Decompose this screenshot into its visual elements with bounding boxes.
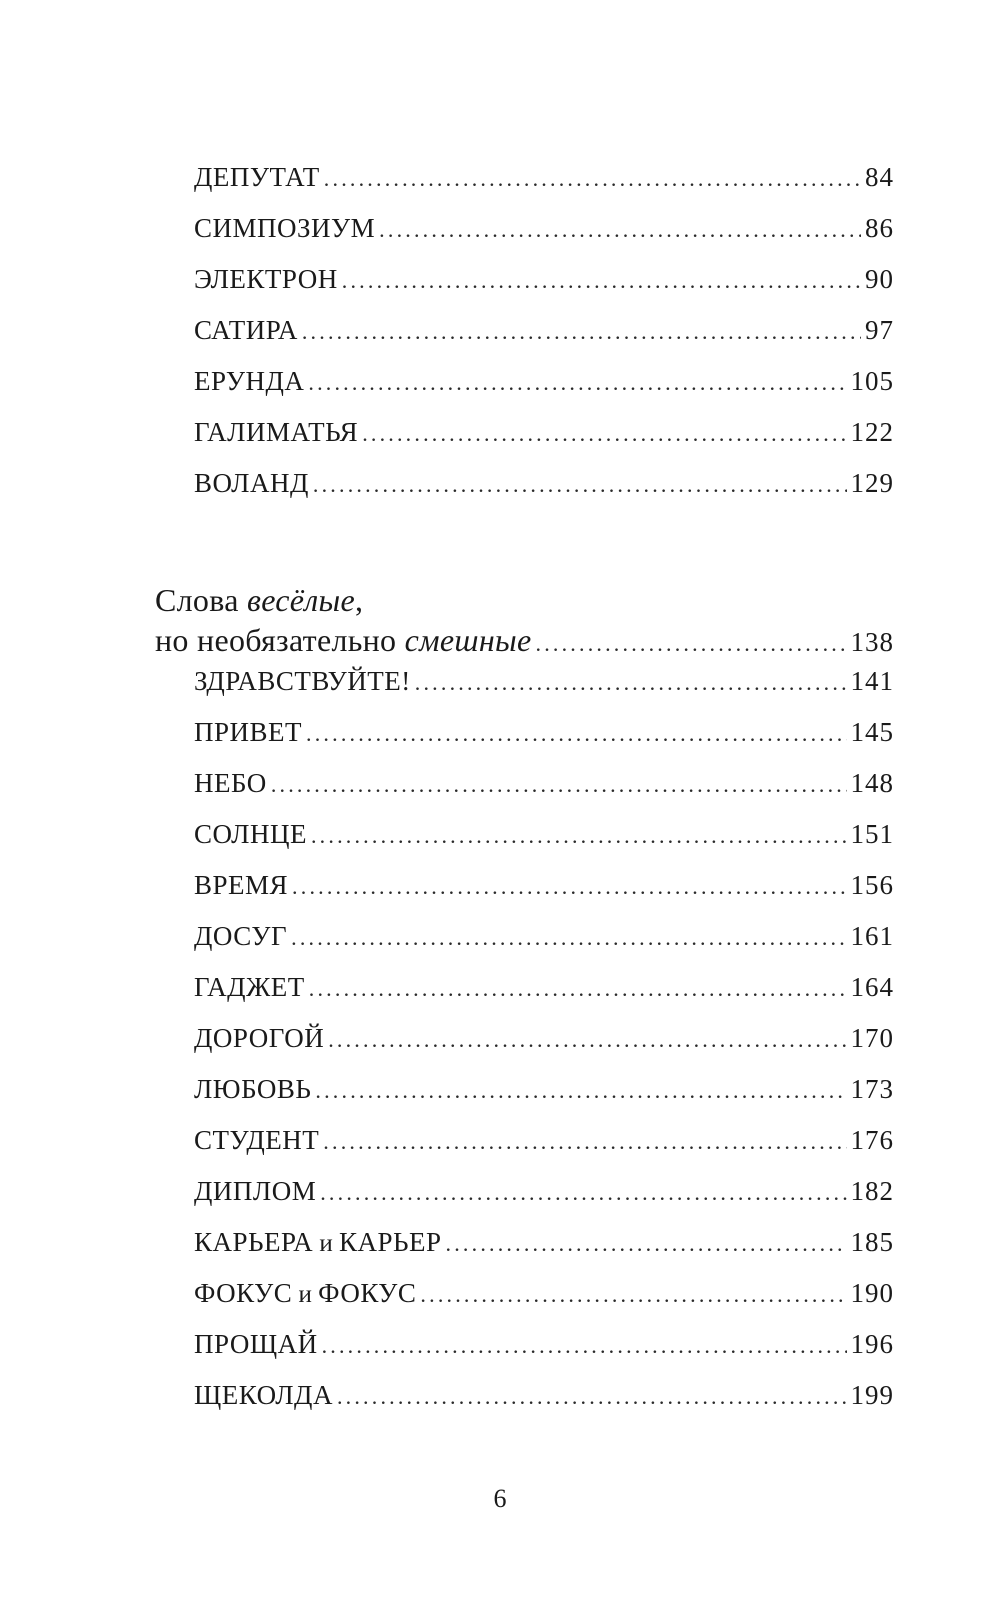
toc-entry-title: ВОЛАНД [194, 468, 309, 498]
toc-entry-page: 182 [850, 1176, 894, 1206]
dot-leader [536, 624, 847, 664]
toc-entry-title: СИМПОЗИУМ [194, 213, 376, 243]
dot-leader [415, 670, 847, 696]
toc-entry-page: 148 [850, 768, 894, 798]
toc-entry-page: 196 [850, 1329, 894, 1359]
dot-leader [313, 472, 847, 498]
toc-entry[interactable] [194, 921, 894, 955]
toc-entry[interactable] [194, 972, 894, 1006]
toc-entry-title: НЕБО [194, 768, 267, 798]
toc-entry-title-part: ФОКУС [318, 1278, 417, 1308]
toc-entry-page: 151 [850, 819, 894, 849]
toc-entry-page: 176 [850, 1125, 894, 1155]
toc-entry-page: 129 [850, 468, 894, 498]
page-number: 6 [493, 1484, 507, 1513]
toc-entry-page: 122 [850, 417, 894, 447]
toc-entry[interactable] [194, 213, 894, 247]
toc-entry-title: ЩЕКОЛДА [194, 1380, 333, 1410]
dot-leader [292, 874, 846, 900]
toc-entry[interactable] [194, 1278, 894, 1312]
toc-entry-page: 105 [850, 366, 894, 396]
toc-entry[interactable] [194, 1227, 894, 1261]
section-heading-italic: весёлые [247, 582, 356, 618]
toc-entry-title-part: КАРЬЕРА [194, 1227, 314, 1257]
dot-leader [323, 1129, 846, 1155]
toc-entry-title: ДОСУГ [194, 921, 288, 951]
toc-entry-title-part: ФОКУС [194, 1278, 293, 1308]
toc-entry[interactable] [194, 315, 894, 349]
toc-entry[interactable] [194, 870, 894, 904]
toc-entry-title: ГАДЖЕТ [194, 972, 305, 1002]
toc-entry-page: 161 [850, 921, 894, 951]
toc-entry[interactable] [194, 717, 894, 751]
dot-leader [320, 1180, 846, 1206]
dot-leader [311, 823, 847, 849]
toc-entry[interactable] [194, 666, 894, 700]
toc-entry-page: 190 [850, 1278, 894, 1308]
section-heading-text: но необязательно [155, 622, 405, 658]
toc-entry-title: СТУДЕНТ [194, 1125, 320, 1155]
toc-entry-title: ЭЛЕКТРОН [194, 264, 338, 294]
toc-entry-title [194, 1278, 416, 1309]
toc-entry-page: 156 [850, 870, 894, 900]
dot-leader [420, 1282, 846, 1308]
toc-entry-title: ДОРОГОЙ [194, 1023, 325, 1053]
toc-entry-title: ЕРУНДА [194, 366, 305, 396]
toc-entry-conjunction: и [292, 1281, 319, 1308]
dot-leader [322, 1333, 847, 1359]
toc-entry-title: ПРОЩАЙ [194, 1329, 318, 1359]
toc-entry-conjunction: и [313, 1230, 339, 1257]
dot-leader [446, 1231, 847, 1257]
toc-entry-page: 173 [850, 1074, 894, 1104]
section-heading-punct: , [355, 582, 364, 618]
section-heading-line2 [155, 620, 894, 664]
toc-entry-title: ГАЛИМАТЬЯ [194, 417, 359, 447]
toc-entry-page: 145 [850, 717, 894, 747]
toc-entry-page: 84 [865, 162, 894, 192]
dot-leader [315, 1078, 846, 1104]
dot-leader [379, 217, 861, 243]
dot-leader [328, 1027, 846, 1053]
section-heading-line1 [155, 580, 894, 620]
toc-entry-title: САТИРА [194, 315, 298, 345]
dot-leader [309, 976, 847, 1002]
toc-entry[interactable] [194, 162, 894, 196]
toc-entry[interactable] [194, 1074, 894, 1108]
dot-leader [271, 772, 847, 798]
toc-entry[interactable] [194, 1329, 894, 1363]
dot-leader [291, 925, 846, 951]
dot-leader [362, 421, 846, 447]
toc-entry-page: 141 [850, 666, 894, 696]
dot-leader [302, 319, 861, 345]
dot-leader [337, 1384, 847, 1410]
toc-entry[interactable] [194, 366, 894, 400]
dot-leader [342, 268, 861, 294]
toc-entry-page: 185 [850, 1227, 894, 1257]
toc-entry[interactable] [194, 1023, 894, 1057]
toc-entry-page: 164 [850, 972, 894, 1002]
toc-entry-title: ЛЮБОВЬ [194, 1074, 312, 1104]
toc-entry-title: СОЛНЦЕ [194, 819, 307, 849]
section-heading[interactable] [155, 580, 894, 664]
toc-entry-title-part: КАРЬЕР [338, 1227, 442, 1257]
toc-entry-title: ДИПЛОМ [194, 1176, 317, 1206]
toc-entry-title: ЗДРАВСТВУЙТЕ! [194, 666, 411, 696]
toc-entry-title: ДЕПУТАТ [194, 162, 320, 192]
toc-entry-page: 90 [865, 264, 894, 294]
toc-entry[interactable] [194, 468, 894, 502]
dot-leader [306, 721, 846, 747]
toc-entry[interactable] [194, 1125, 894, 1159]
toc-entry-page: 170 [850, 1023, 894, 1053]
section-heading-italic: смешные [404, 622, 532, 658]
toc-entry-page: 97 [865, 315, 894, 345]
section-heading-text: Слова [155, 582, 248, 618]
toc-entry[interactable] [194, 1380, 894, 1414]
section-heading-page: 138 [850, 627, 894, 657]
toc-entry-title: ПРИВЕТ [194, 717, 303, 747]
dot-leader [324, 166, 861, 192]
toc-entry[interactable] [194, 1176, 894, 1210]
toc-entry-page: 86 [865, 213, 894, 243]
toc-entry[interactable] [194, 768, 894, 802]
toc-entry[interactable] [194, 417, 894, 451]
dot-leader [308, 370, 846, 396]
toc-entry-page: 199 [850, 1380, 894, 1410]
toc-entry[interactable] [194, 264, 894, 298]
toc-entry-title: ВРЕМЯ [194, 870, 289, 900]
toc-entry-title [194, 1227, 442, 1258]
toc-entry[interactable] [194, 819, 894, 853]
